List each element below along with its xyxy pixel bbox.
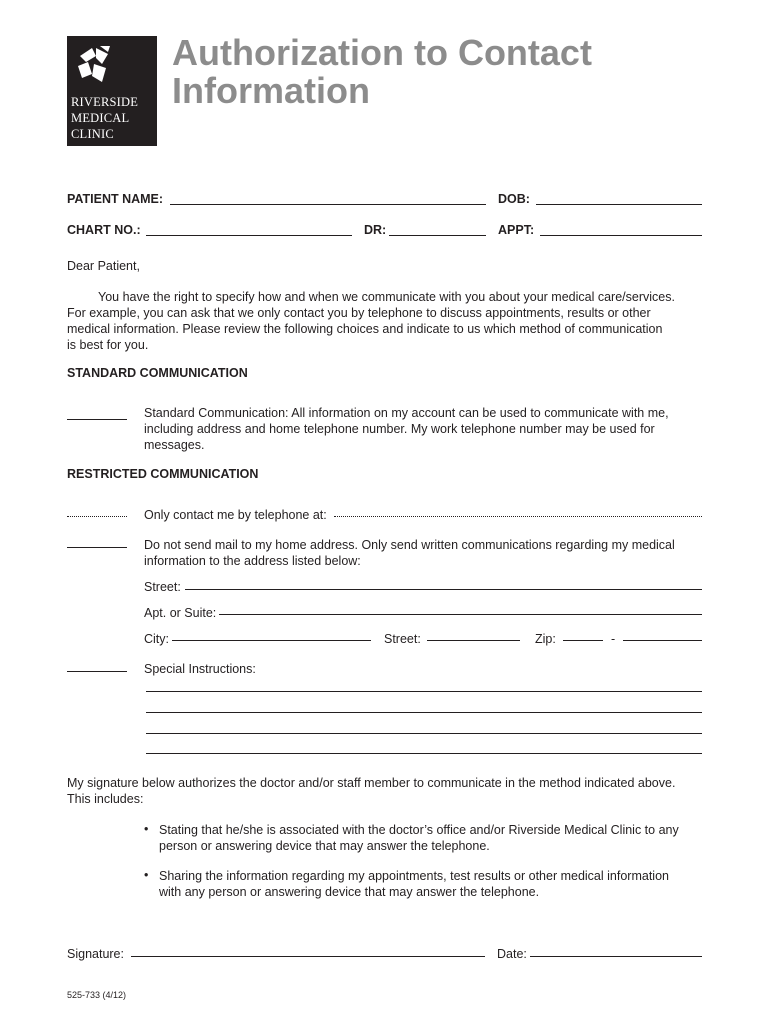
- clinic-logo-text: [71, 94, 138, 142]
- authorization-line-2: This includes:: [67, 792, 144, 806]
- street2-field[interactable]: [427, 640, 520, 641]
- bullet-1-line-2: person or answering device that may answer the telephone.: [159, 839, 490, 853]
- appt-label: APPT:: [498, 223, 535, 237]
- logo-line-1: RIVERSIDE: [71, 95, 139, 109]
- clinic-logo: [67, 36, 157, 146]
- standard-line-2: including address and home telephone number. My work telephone number may be used for: [144, 422, 655, 436]
- patient-name-field[interactable]: [170, 204, 486, 205]
- intro-line-3: medical information. Please review the following choices and indicate to us which method of communication: [67, 322, 663, 336]
- zip-label: Zip:: [535, 632, 556, 646]
- form-number: 525-733 (4/12): [67, 990, 127, 1000]
- dob-field[interactable]: [536, 204, 702, 205]
- bullet-item-1: [159, 822, 679, 854]
- mail-line-2: information to the address listed below:: [144, 554, 361, 568]
- bullet-mark-1: •: [144, 822, 149, 836]
- chart-no-label: CHART NO.:: [67, 223, 141, 237]
- salutation: Dear Patient,: [67, 259, 140, 273]
- bullet-mark-2: •: [144, 868, 149, 882]
- zip-dash: -: [611, 632, 616, 646]
- special-label: Special Instructions:: [144, 662, 256, 676]
- street2-label: Street:: [384, 632, 421, 646]
- signature-field[interactable]: [131, 956, 485, 957]
- clinic-logo-icon: [74, 42, 114, 90]
- intro-line-2: For example, you can ask that we only contact you by telephone to discuss appointments, results or other: [67, 306, 651, 320]
- restricted-heading: RESTRICTED COMMUNICATION: [67, 467, 259, 481]
- dr-label: DR:: [364, 223, 387, 237]
- bullet-item-2: [159, 868, 669, 900]
- bullet-2-line-2: with any person or answering device that may answer the telephone.: [159, 885, 540, 899]
- page-title: [172, 34, 592, 110]
- logo-line-3: CLINIC: [71, 127, 114, 141]
- mail-text: [144, 537, 675, 569]
- special-checkbox-line[interactable]: [67, 671, 127, 672]
- standard-text: [144, 405, 669, 453]
- apt-field[interactable]: [219, 614, 702, 615]
- mail-checkbox-line[interactable]: [67, 547, 127, 548]
- apt-label: Apt. or Suite:: [144, 606, 217, 620]
- title-line-2: Information: [172, 70, 370, 111]
- special-line-2[interactable]: [146, 712, 702, 713]
- logo-line-2: MEDICAL: [71, 111, 130, 125]
- mail-line-1: Do not send mail to my home address. Only send written communications regarding my medical: [144, 538, 675, 552]
- bullet-1-line-1: Stating that he/she is associated with the doctor’s office and/or Riverside Medical Clinic to any: [159, 823, 679, 837]
- standard-heading: STANDARD COMMUNICATION: [67, 366, 248, 380]
- special-line-4[interactable]: [146, 753, 702, 754]
- standard-line-1: Standard Communication: All information on my account can be used to communicate with me,: [144, 406, 669, 420]
- special-line-1[interactable]: [146, 691, 702, 692]
- patient-name-label: PATIENT NAME:: [67, 192, 164, 206]
- telephone-checkbox-line[interactable]: [67, 516, 127, 517]
- zip-field[interactable]: [563, 640, 603, 641]
- authorization-line-1: My signature below authorizes the doctor and/or staff member to communicate in the method indicated above.: [67, 776, 676, 790]
- appt-field[interactable]: [540, 235, 702, 236]
- zip-ext-field[interactable]: [623, 640, 702, 641]
- intro-line-1: You have the right to specify how and when we communicate with you about your medical care/services.: [98, 290, 675, 304]
- intro-line-4: is best for you.: [67, 338, 149, 352]
- standard-checkbox-line[interactable]: [67, 419, 127, 420]
- dr-field[interactable]: [389, 235, 486, 236]
- city-field[interactable]: [172, 640, 371, 641]
- date-field[interactable]: [530, 956, 702, 957]
- title-line-1: Authorization to Contact: [172, 32, 592, 73]
- intro-paragraph: [67, 289, 707, 353]
- date-label: Date:: [497, 947, 527, 961]
- telephone-label: Only contact me by telephone at:: [144, 508, 327, 522]
- bullet-2-line-1: Sharing the information regarding my appointments, test results or other medical information: [159, 869, 669, 883]
- telephone-field[interactable]: [334, 516, 702, 517]
- chart-no-field[interactable]: [146, 235, 352, 236]
- street-field[interactable]: [185, 589, 702, 590]
- dob-label: DOB:: [498, 192, 530, 206]
- city-label: City:: [144, 632, 169, 646]
- street-label: Street:: [144, 580, 181, 594]
- authorization-text: [67, 775, 675, 807]
- standard-line-3: messages.: [144, 438, 205, 452]
- special-line-3[interactable]: [146, 733, 702, 734]
- signature-label: Signature:: [67, 947, 124, 961]
